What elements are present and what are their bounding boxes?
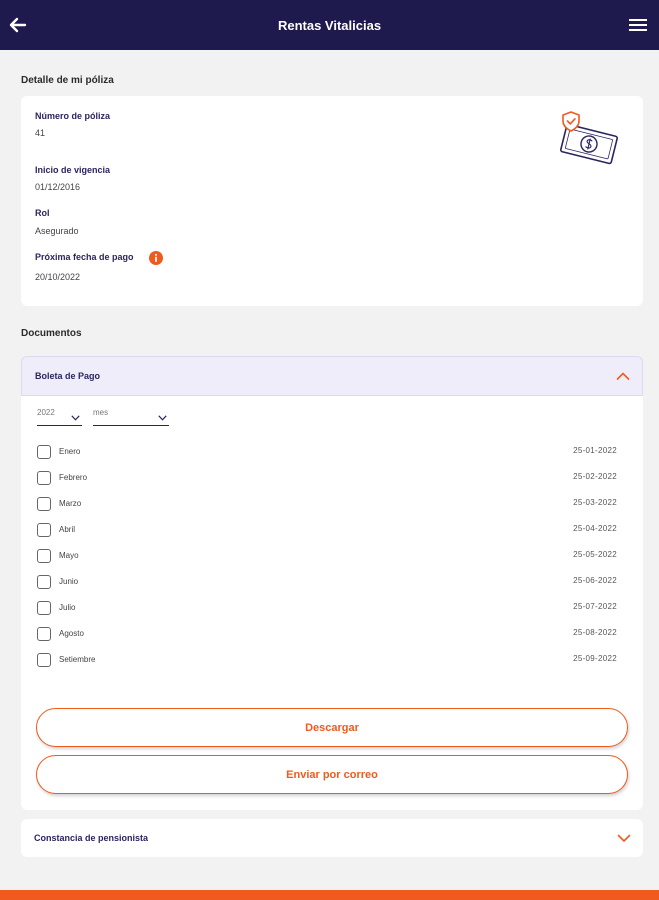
money-shield-icon <box>555 110 623 168</box>
boleta-accordion-header[interactable] <box>21 356 643 396</box>
month-label: Setiembre <box>59 655 96 664</box>
month-label: Mayo <box>59 551 79 560</box>
boleta-accordion-body <box>21 396 643 810</box>
month-date: 25-08-2022 <box>573 628 617 637</box>
month-row <box>37 626 617 642</box>
month-select[interactable] <box>93 404 169 426</box>
month-date: 25-05-2022 <box>573 550 617 559</box>
page-title: Rentas Vitalicias <box>277 17 382 33</box>
month-label: Julio <box>59 603 76 612</box>
chevron-down-icon <box>71 415 80 421</box>
next-payment-label: Próxima fecha de pago <box>35 252 134 262</box>
month-row <box>37 600 617 616</box>
chevron-down-icon <box>158 415 167 421</box>
month-date: 25-02-2022 <box>573 472 617 481</box>
next-payment-value: 20/10/2022 <box>35 272 81 282</box>
role-label: Rol <box>35 208 50 218</box>
policy-section-title: Detalle de mi póliza <box>21 75 114 86</box>
start-date-value: 01/12/2016 <box>35 182 81 192</box>
year-select[interactable] <box>37 404 82 426</box>
bottom-bar <box>0 890 659 900</box>
month-checkbox[interactable] <box>37 523 51 537</box>
policy-number-value: 41 <box>35 128 46 138</box>
month-checkbox[interactable] <box>37 575 51 589</box>
month-label: Agosto <box>59 629 84 638</box>
documents-section-title: Documentos <box>21 328 82 339</box>
month-row <box>37 444 617 460</box>
month-row <box>37 496 617 512</box>
month-date: 25-09-2022 <box>573 654 617 663</box>
constancia-accordion-title: Constancia de pensionista <box>34 833 149 843</box>
month-checkbox[interactable] <box>37 497 51 511</box>
month-label: Abril <box>59 525 76 534</box>
month-row <box>37 652 617 668</box>
role-value: Asegurado <box>35 226 79 236</box>
policy-card <box>21 96 643 306</box>
boleta-accordion-title: Boleta de Pago <box>35 371 101 381</box>
month-date: 25-03-2022 <box>573 498 617 507</box>
constancia-accordion-header[interactable] <box>21 819 643 857</box>
year-select-value: 2022 <box>37 408 55 417</box>
info-icon[interactable] <box>149 251 163 265</box>
policy-number-label: Número de póliza <box>35 111 111 121</box>
month-date: 25-06-2022 <box>573 576 617 585</box>
month-checkbox[interactable] <box>37 471 51 485</box>
arrow-left-icon[interactable] <box>6 13 30 37</box>
month-checkbox[interactable] <box>37 653 51 667</box>
top-bar <box>0 0 659 50</box>
month-row <box>37 522 617 538</box>
chevron-down-icon[interactable] <box>617 833 631 843</box>
month-row <box>37 548 617 564</box>
month-checkbox[interactable] <box>37 445 51 459</box>
send-email-button[interactable]: Enviar por correo <box>36 755 628 794</box>
month-row <box>37 574 617 590</box>
month-date: 25-01-2022 <box>573 446 617 455</box>
month-checkbox[interactable] <box>37 627 51 641</box>
month-label: Marzo <box>59 499 82 508</box>
month-label: Febrero <box>59 473 88 482</box>
download-button[interactable]: Descargar <box>36 708 628 747</box>
hamburger-menu-icon[interactable] <box>629 16 647 34</box>
chevron-up-icon[interactable] <box>616 371 630 381</box>
month-checkbox[interactable] <box>37 601 51 615</box>
start-date-label: Inicio de vigencia <box>35 165 111 175</box>
month-select-placeholder: mes <box>93 408 109 417</box>
month-date: 25-04-2022 <box>573 524 617 533</box>
month-label: Junio <box>59 577 79 586</box>
month-label: Enero <box>59 447 81 456</box>
month-date: 25-07-2022 <box>573 602 617 611</box>
month-row <box>37 470 617 486</box>
month-checkbox[interactable] <box>37 549 51 563</box>
